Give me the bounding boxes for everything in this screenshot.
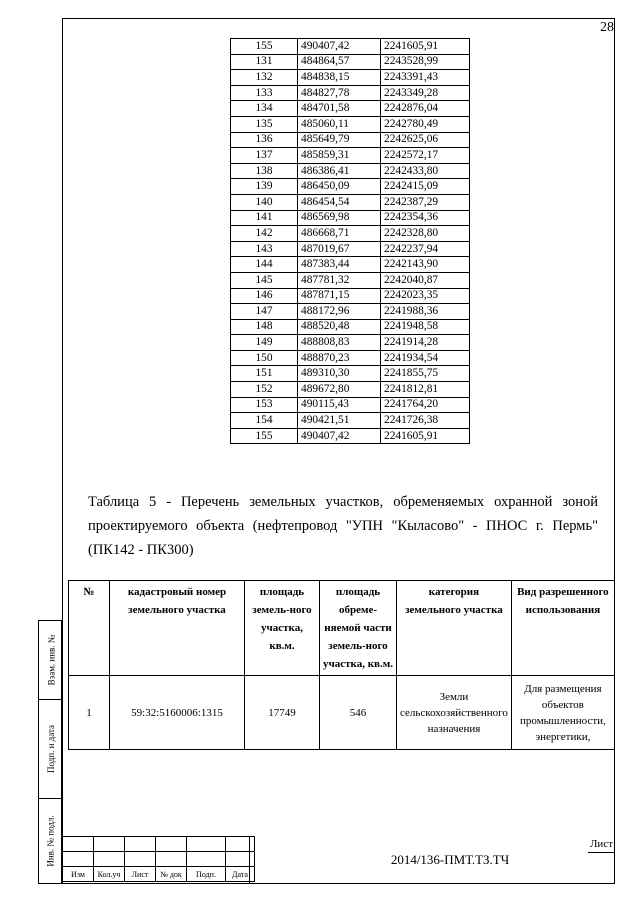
col-date: Дата [226,867,255,882]
y-coordinate-cell: 2241605,91 [381,39,470,55]
x-coordinate-cell: 490115,43 [298,397,381,413]
table-row [231,382,470,398]
x-coordinate-cell: 487383,44 [298,257,381,273]
y-coordinate-cell: 2243349,28 [381,85,470,101]
x-coordinate-cell: 488520,48 [298,319,381,335]
x-coordinate-cell: 484864,57 [298,54,381,70]
parcels-table [68,580,615,750]
inv-replace-cell [38,620,62,700]
table-row [231,257,470,273]
point-number-cell: 142 [231,226,298,242]
title-block [62,836,615,884]
header-number: № [69,581,110,676]
table-row [231,194,470,210]
table-row [231,70,470,86]
col-sign: Подп. [187,867,226,882]
inv-original-label: Инв. № подл. [46,815,56,867]
sheet-label: Лист [588,836,615,853]
table-row [231,85,470,101]
y-coordinate-cell: 2242387,29 [381,194,470,210]
x-coordinate-cell: 484827,78 [298,85,381,101]
x-coordinate-cell: 489672,80 [298,382,381,398]
x-coordinate-cell: 484701,58 [298,101,381,117]
table-row [231,132,470,148]
cell-number: 1 [69,676,110,750]
table-row [231,350,470,366]
point-number-cell: 155 [231,39,298,55]
table-row [231,101,470,117]
point-number-cell: 137 [231,148,298,164]
y-coordinate-cell: 2243391,43 [381,70,470,86]
x-coordinate-cell: 487781,32 [298,272,381,288]
point-number-cell: 140 [231,194,298,210]
point-number-cell: 138 [231,163,298,179]
y-coordinate-cell: 2241605,91 [381,428,470,444]
table-row [231,148,470,164]
y-coordinate-cell: 2242023,35 [381,288,470,304]
sign-date-label: Подп. и дата [46,724,56,774]
col-kol-uch: Кол.уч [94,867,125,882]
x-coordinate-cell: 486569,98 [298,210,381,226]
y-coordinate-cell: 2243528,99 [381,54,470,70]
point-number-cell: 147 [231,304,298,320]
x-coordinate-cell: 485649,79 [298,132,381,148]
point-number-cell: 149 [231,335,298,351]
table-row [231,39,470,55]
y-coordinate-cell: 2241934,54 [381,350,470,366]
table-row [231,179,470,195]
point-number-cell: 144 [231,257,298,273]
y-coordinate-cell: 2242237,94 [381,241,470,257]
document-code: 2014/136-ПМТ.ТЗ.ТЧ [249,836,640,884]
y-coordinate-cell: 2241948,58 [381,319,470,335]
y-coordinate-cell: 2241988,36 [381,304,470,320]
x-coordinate-cell: 487019,67 [298,241,381,257]
point-number-cell: 150 [231,350,298,366]
table-row [231,428,470,444]
x-coordinate-cell: 484838,15 [298,70,381,86]
y-coordinate-cell: 2242415,09 [381,179,470,195]
y-coordinate-cell: 2241726,38 [381,413,470,429]
table-row [231,413,470,429]
table-row [231,272,470,288]
y-coordinate-cell: 2242040,87 [381,272,470,288]
cell-permitted-use: Для размещения объектов промышленности, энергетики, [511,676,614,750]
x-coordinate-cell: 486668,71 [298,226,381,242]
y-coordinate-cell: 2241914,28 [381,335,470,351]
col-doc: № док [156,867,187,882]
cell-category: Земли сельскохозяйственного назначения [397,676,512,750]
y-coordinate-cell: 2241855,75 [381,366,470,382]
point-number-cell: 143 [231,241,298,257]
point-number-cell: 131 [231,54,298,70]
table-row [231,116,470,132]
table-row [231,163,470,179]
y-coordinate-cell: 2241764,20 [381,397,470,413]
point-number-cell: 133 [231,85,298,101]
table-row [231,397,470,413]
point-number-cell: 134 [231,101,298,117]
cell-cadastral-number: 59:32:5160006:1315 [110,676,245,750]
x-coordinate-cell: 488172,96 [298,304,381,320]
point-number-cell: 151 [231,366,298,382]
header-cadastral-number: кадастровый номер земельного участка [110,581,245,676]
x-coordinate-cell: 485060,11 [298,116,381,132]
table-row [231,319,470,335]
point-number-cell: 152 [231,382,298,398]
point-number-cell: 139 [231,179,298,195]
point-number-cell: 141 [231,210,298,226]
x-coordinate-cell: 490407,42 [298,428,381,444]
table-row [231,210,470,226]
table-row [231,304,470,320]
table-row [231,366,470,382]
col-izm: Изм [63,867,94,882]
x-coordinate-cell: 486450,09 [298,179,381,195]
table-row [231,335,470,351]
y-coordinate-cell: 2242328,80 [381,226,470,242]
table-row [69,676,615,750]
revision-grid [62,836,255,882]
coordinates-table [230,38,470,444]
col-list: Лист [125,867,156,882]
y-coordinate-cell: 2242433,80 [381,163,470,179]
y-coordinate-cell: 2242876,04 [381,101,470,117]
point-number-cell: 132 [231,70,298,86]
y-coordinate-cell: 2242354,36 [381,210,470,226]
inv-original-cell [38,798,62,884]
point-number-cell: 148 [231,319,298,335]
x-coordinate-cell: 490407,42 [298,39,381,55]
x-coordinate-cell: 488870,23 [298,350,381,366]
point-number-cell: 146 [231,288,298,304]
sign-date-cell [38,699,62,799]
point-number-cell: 135 [231,116,298,132]
table-row [231,54,470,70]
y-coordinate-cell: 2242625,06 [381,132,470,148]
table-row [231,226,470,242]
x-coordinate-cell: 486386,41 [298,163,381,179]
header-encumbered-area: площадь обреме-няемой части земель-ного участка, кв.м. [320,581,397,676]
x-coordinate-cell: 489310,30 [298,366,381,382]
x-coordinate-cell: 485859,31 [298,148,381,164]
point-number-cell: 154 [231,413,298,429]
header-category: категория земельного участка [397,581,512,676]
point-number-cell: 145 [231,272,298,288]
x-coordinate-cell: 490421,51 [298,413,381,429]
table-caption: Таблица 5 - Перечень земельных участков, обременяемых охранной зоной проектируемого объекта (нефтепровод "УПН "Кыласово" - ПНОС г. Пермь" (ПК142 - ПК300) [88,494,598,558]
x-coordinate-cell: 486454,54 [298,194,381,210]
parcels-header-row [69,581,615,676]
binding-strip [38,620,62,884]
cell-encumbered-area: 546 [320,676,397,750]
point-number-cell: 136 [231,132,298,148]
point-number-cell: 155 [231,428,298,444]
page-number: 28 [600,20,614,35]
y-coordinate-cell: 2242143,90 [381,257,470,273]
point-number-cell: 153 [231,397,298,413]
y-coordinate-cell: 2241812,81 [381,382,470,398]
header-area: площадь земель-ного участка, кв.м. [245,581,320,676]
sheet-box [588,836,615,884]
x-coordinate-cell: 488808,83 [298,335,381,351]
table-row [231,241,470,257]
cell-area: 17749 [245,676,320,750]
inv-replace-label: Взам. инв. № [46,634,56,686]
y-coordinate-cell: 2242780,49 [381,116,470,132]
y-coordinate-cell: 2242572,17 [381,148,470,164]
header-permitted-use: Вид разрешенного использования [511,581,614,676]
x-coordinate-cell: 487871,15 [298,288,381,304]
table-row [231,288,470,304]
